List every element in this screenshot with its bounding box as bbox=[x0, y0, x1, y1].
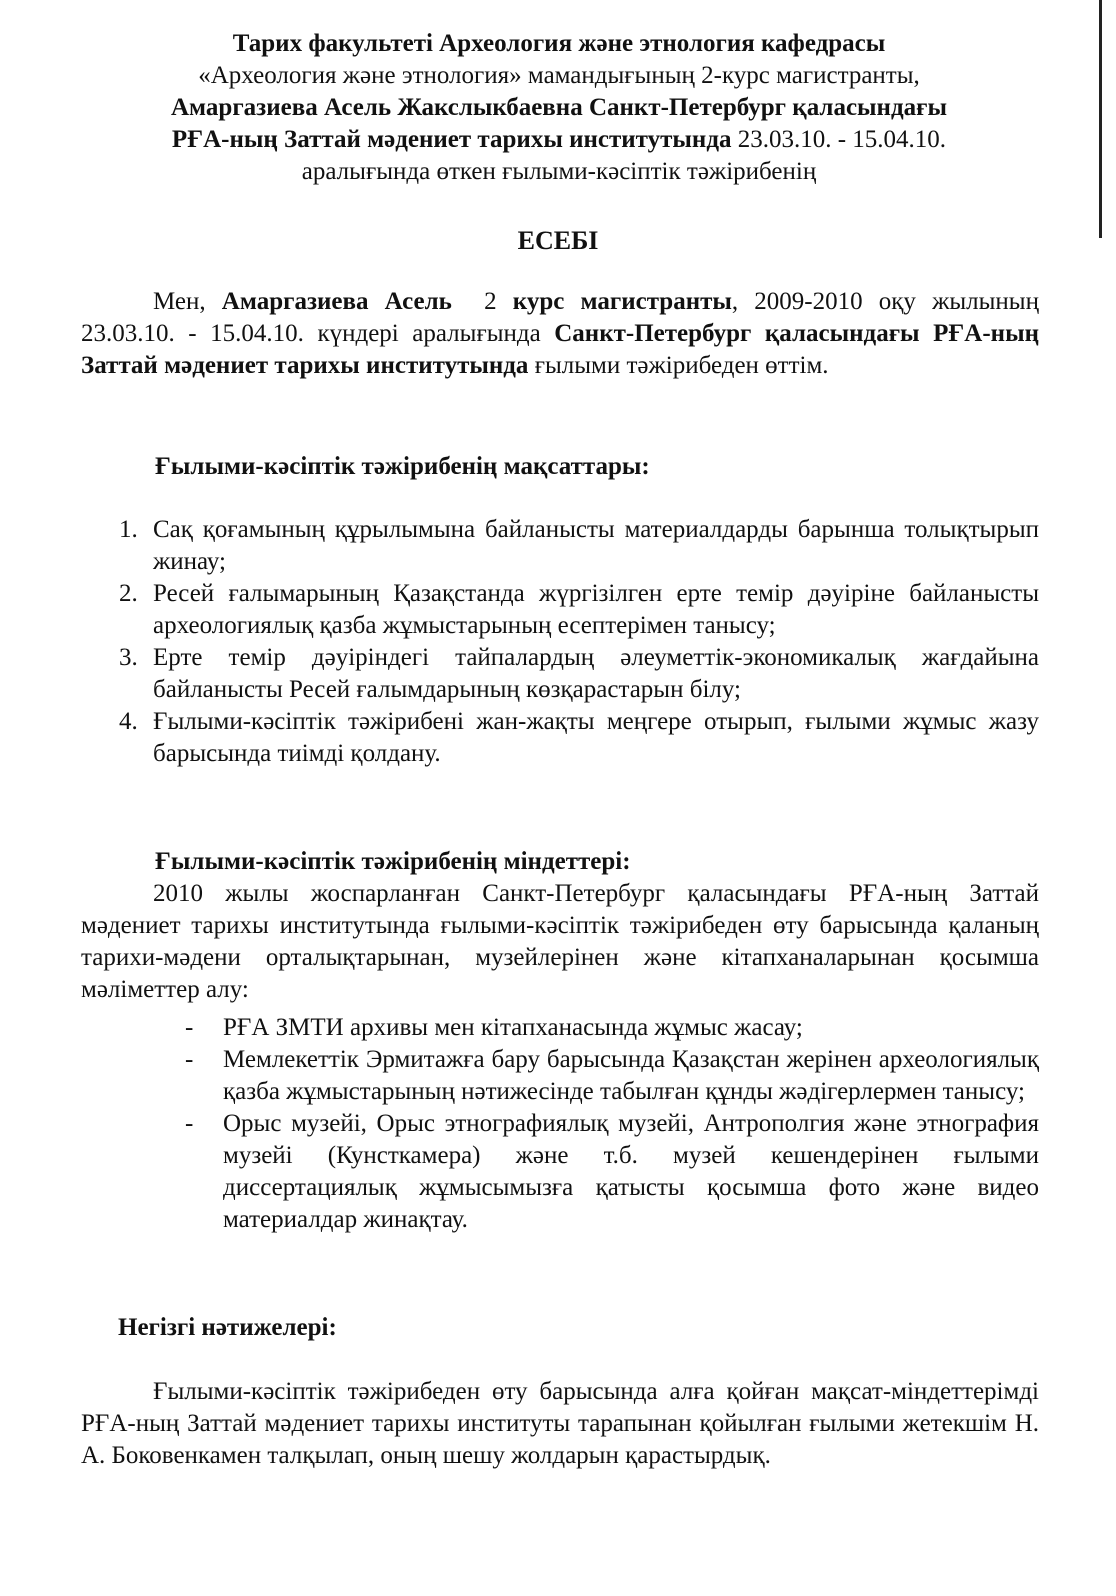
list-item-text: Ғылыми-кәсіптік тәжірибені жан-жақты меңгере отырып, ғылыми жұмыс жазу барысында тиімді қолдану. bbox=[153, 708, 1039, 767]
list-item-text: Ерте темір дәуіріндегі тайпалардың әлеуметтік-экономикалық жағдайына байланысты Ресей ғалымдарының көзқарастарын білу; bbox=[153, 644, 1039, 703]
list-dash: - bbox=[185, 1046, 194, 1073]
header-institute-name: РҒА-ның Заттай мәдениет тарихы институтында bbox=[171, 126, 732, 153]
list-dash: - bbox=[185, 1110, 194, 1137]
intro-text-3: , 2009-2010 оқу жылының 23.03.10. - 15.04.10. күндері аралығында bbox=[81, 288, 1039, 347]
list-item-text: Ресей ғалымарының Қазақстанда жүргізілген ерте темір дәуіріне байланысты археологиялық қазба жұмыстарының есептерімен танысу; bbox=[153, 580, 1039, 639]
tasks-list-item bbox=[185, 1108, 1039, 1236]
intro-paragraph bbox=[81, 286, 1039, 382]
intro-course: курс магистранты bbox=[512, 288, 732, 315]
document-header bbox=[76, 28, 1042, 188]
list-item-text: РҒА ЗМТИ архивы мен кітапханасында жұмыс жасау; bbox=[223, 1014, 803, 1041]
list-dash: - bbox=[185, 1014, 194, 1041]
list-number: 3. bbox=[119, 644, 138, 671]
header-line-student: Амаргазиева Асель Жакслыкбаевна Санкт-Петербург қаласындағы bbox=[171, 94, 947, 121]
header-line-practice: аралығында өткен ғылыми-кәсіптік тәжірибенің bbox=[301, 158, 817, 185]
list-number: 1. bbox=[119, 516, 138, 543]
intro-student-name: Амаргазиева Асель bbox=[221, 288, 452, 315]
list-item-text: Орыс музейі, Орыс этнографиялық музейі, Антрополгия және этнография музейі (Кунсткамера) және т.б. музей кешендерінен ғылыми диссертациялық жұмысымызға қатысты қосымша фото және видео материалдар жинақтау. bbox=[223, 1110, 1039, 1233]
goals-list bbox=[81, 514, 1039, 770]
intro-institute: Санкт-Петербург қаласындағы РҒА-ның Заттай мәдениет тарихы институтында bbox=[81, 320, 1039, 379]
tasks-list-item bbox=[185, 1044, 1039, 1108]
document-title: ЕСЕБІ bbox=[517, 226, 599, 255]
intro-text-1: Мен, bbox=[153, 288, 222, 315]
header-line-institute bbox=[76, 124, 1042, 156]
header-line-faculty: Тарих факультеті Археология және этнология кафедрасы bbox=[232, 30, 886, 57]
tasks-heading: Ғылыми-кәсіптік тәжірибенің міндеттері: bbox=[155, 848, 631, 875]
goals-list-item bbox=[81, 642, 1039, 706]
tasks-list-item bbox=[185, 1012, 1039, 1044]
results-heading: Негізгі нәтижелері: bbox=[118, 1314, 337, 1341]
tasks-intro-paragraph: 2010 жылы жоспарланған Санкт-Петербург қаласындағы РҒА-ның Заттай мәдениет тарихы институтында ғылыми-кәсіптік тәжірибеден өту барысында қаланың тарихи-мәдени орталықтарынан, музейлерінен және кітапханаларынан қосымша мәліметтер алу: bbox=[81, 880, 1039, 1003]
goals-list-item bbox=[81, 578, 1039, 642]
list-item-text: Сақ қоғамының құрылымына байланысты материалдарды барынша толықтырып жинау; bbox=[153, 516, 1039, 575]
header-dates: 23.03.10. - 15.04.10. bbox=[731, 126, 947, 153]
intro-text-4: ғылыми тәжірибеден өттім. bbox=[528, 352, 829, 379]
intro-text-2: 2 bbox=[451, 288, 513, 315]
goals-heading: Ғылыми-кәсіптік тәжірибенің мақсаттары: bbox=[155, 453, 650, 480]
tasks-list bbox=[185, 1012, 1039, 1236]
results-paragraph: Ғылыми-кәсіптік тәжірибеден өту барысында алға қойған мақсат-міндеттерімді РҒА-ның Заттай мәдениет тарихы институты тарапынан қойылған ғылыми жетекшім Н. А. Боковенкамен талқылап, оның шешу жолдарын қарастырдық. bbox=[81, 1378, 1039, 1469]
list-number: 4. bbox=[119, 708, 138, 735]
goals-list-item bbox=[81, 514, 1039, 578]
list-item-text: Мемлекеттік Эрмитажға бару барысында Қазақстан жерінен археологиялық қазба жұмыстарының нәтижесінде табылған құнды жәдігерлермен танысу; bbox=[223, 1046, 1039, 1105]
list-number: 2. bbox=[119, 580, 138, 607]
scan-edge-line bbox=[1099, 0, 1102, 238]
header-line-specialty: «Археология және этнология» мамандығының 2-курс магистранты, bbox=[198, 62, 920, 89]
goals-list-item bbox=[81, 706, 1039, 770]
